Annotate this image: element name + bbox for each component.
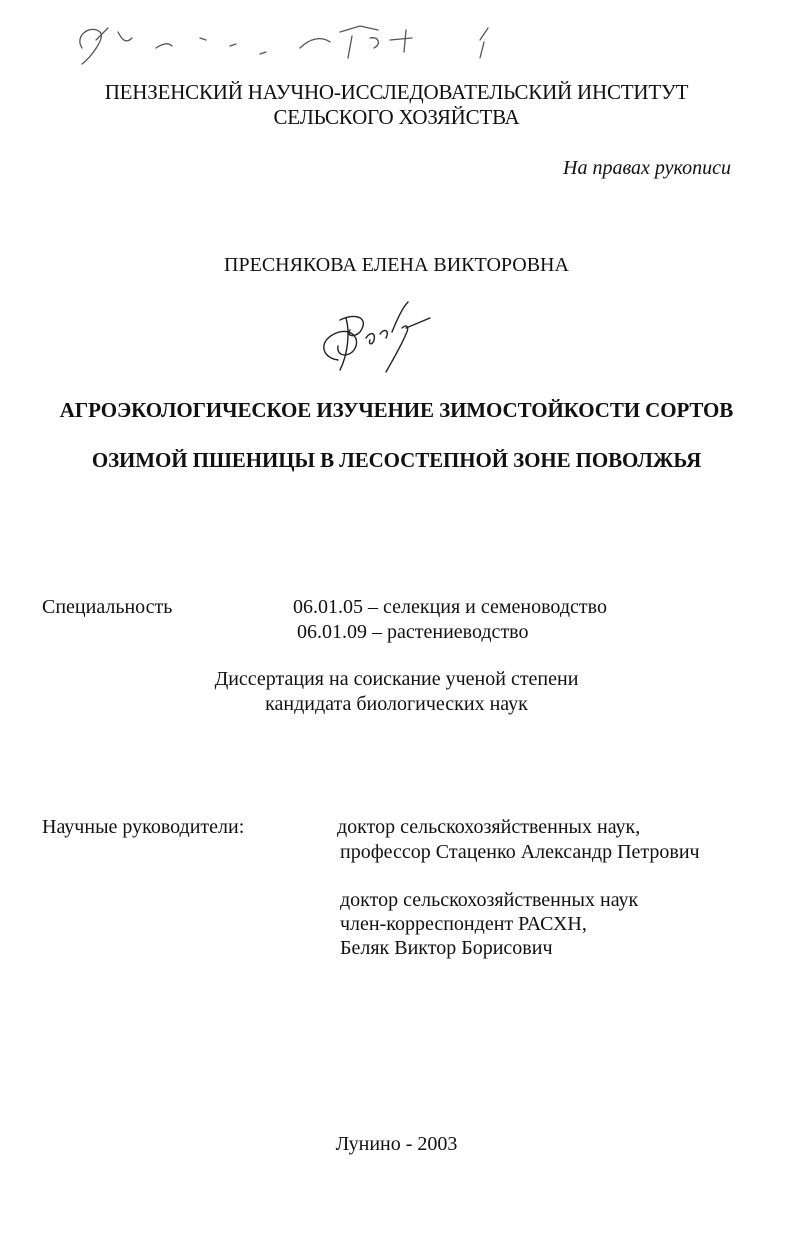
supervisors-label: Научные руководители: (42, 816, 245, 838)
supervisor-1-line-2: профессор Стаценко Александр Петрович (340, 841, 700, 863)
supervisor-2-line-3: Беляк Виктор Борисович (340, 937, 553, 959)
place-and-year: Лунино - 2003 (335, 1133, 458, 1155)
supervisor-1-line-1: доктор сельскохозяйственных наук, (337, 816, 641, 838)
specialty-label: Специальность (42, 596, 173, 618)
degree-line-2: кандидата биологических наук (265, 693, 528, 715)
dissertation-title-line-1: АГРОЭКОЛОГИЧЕСКОЕ ИЗУЧЕНИЕ ЗИМОСТОЙКОСТИ СОРТОВ (59, 398, 734, 422)
author-name: ПРЕСНЯКОВА ЕЛЕНА ВИКТОРОВНА (224, 254, 569, 276)
author-signature (310, 298, 440, 378)
top-handwriting-scribble (60, 18, 520, 68)
degree-line-1: Диссертация на соискание ученой степени (214, 668, 579, 690)
manuscript-note: На правах рукописи (563, 157, 731, 179)
institution-line-2: СЕЛЬСКОГО ХОЗЯЙСТВА (273, 105, 520, 129)
specialty-item-2: 06.01.09 – растениеводство (297, 621, 529, 643)
dissertation-title-line-2: ОЗИМОЙ ПШЕНИЦЫ В ЛЕСОСТЕПНОЙ ЗОНЕ ПОВОЛЖЬЯ (91, 448, 702, 472)
supervisor-2-line-2: член-корреспондент РАСХН, (340, 913, 587, 935)
specialty-item-1: 06.01.05 – селекция и семеноводство (293, 596, 607, 618)
institution-line-1: ПЕНЗЕНСКИЙ НАУЧНО-ИССЛЕДОВАТЕЛЬСКИЙ ИНСТИТУТ (104, 80, 689, 104)
supervisor-2-line-1: доктор сельскохозяйственных наук (340, 889, 639, 911)
